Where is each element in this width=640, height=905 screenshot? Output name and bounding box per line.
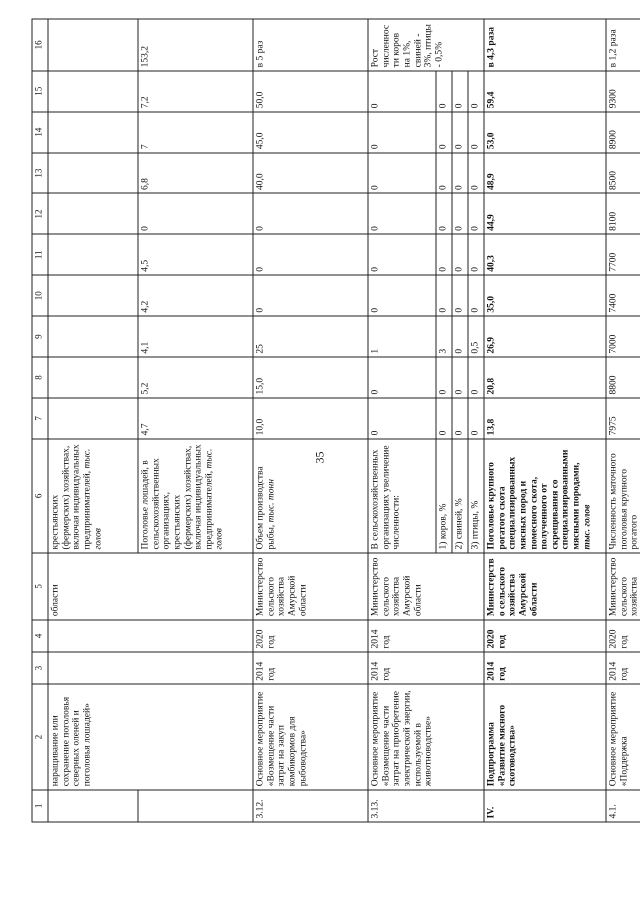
cell-value: 4,7 bbox=[138, 398, 253, 439]
cell-start: 2014 год bbox=[484, 652, 606, 684]
cell-value: 0 bbox=[436, 71, 452, 112]
header-cell: 6 bbox=[32, 439, 48, 553]
cell-value bbox=[48, 316, 138, 357]
cell-value: 0 bbox=[452, 357, 468, 398]
indicator-unit: тыс. тонн bbox=[266, 479, 277, 523]
cell-value: 53,0 bbox=[484, 112, 606, 153]
header-cell: 13 bbox=[32, 153, 48, 194]
cell-end: 2020 год bbox=[253, 620, 368, 652]
cell-value: 0 bbox=[436, 357, 452, 398]
cell-value: 0 bbox=[436, 275, 452, 316]
header-cell: 8 bbox=[32, 357, 48, 398]
cell-value: 0 bbox=[468, 357, 484, 398]
cell-value: 0 bbox=[368, 357, 436, 398]
cell-value: 153,2 bbox=[138, 19, 253, 71]
header-cell: 2 bbox=[32, 684, 48, 789]
cell-value: 40,3 bbox=[484, 234, 606, 275]
indicators-table bbox=[32, 19, 640, 823]
cell-value: 3 bbox=[436, 316, 452, 357]
cell-indicator bbox=[48, 439, 138, 553]
cell-value: 0,5 bbox=[468, 316, 484, 357]
cell-value: 0 bbox=[368, 153, 436, 194]
cell-value: 1 bbox=[368, 316, 436, 357]
cell-value: 0 bbox=[436, 112, 452, 153]
header-cell: 15 bbox=[32, 71, 48, 112]
cell-indicator: 3) птицы, % bbox=[468, 439, 484, 553]
header-cell: 16 bbox=[32, 19, 48, 71]
cell-value: 0 bbox=[452, 316, 468, 357]
cell-value: 0 bbox=[468, 194, 484, 235]
header-cell: 12 bbox=[32, 194, 48, 235]
cell-value: 0 bbox=[436, 398, 452, 439]
cell-executor: Министерство сельского хозяйства bbox=[606, 553, 640, 620]
cell-value: 0 bbox=[468, 112, 484, 153]
cell-value: 50,0 bbox=[253, 71, 368, 112]
header-cell: 9 bbox=[32, 316, 48, 357]
cell-value: 8900 bbox=[606, 112, 640, 153]
header-cell: 4 bbox=[32, 620, 48, 652]
cell-value: 0 bbox=[368, 234, 436, 275]
cell-value: 0 bbox=[452, 275, 468, 316]
cell-value: 0 bbox=[436, 153, 452, 194]
header-cell: 14 bbox=[32, 112, 48, 153]
cell-value bbox=[48, 19, 138, 71]
cell-value: 0 bbox=[452, 194, 468, 235]
indicator-text: Поголовье крупного рогатого скота специализированных мясных пород и помесного скота, полученного от скрещивания со специализированными мясными породами, bbox=[486, 449, 582, 550]
cell-indicator bbox=[138, 439, 253, 553]
table-row bbox=[48, 19, 138, 822]
cell-value: 0 bbox=[468, 234, 484, 275]
cell-value: 0 bbox=[368, 275, 436, 316]
cell-num bbox=[48, 790, 138, 822]
cell-num: 3.12. bbox=[253, 790, 368, 822]
cell-result: в 4,3 раза bbox=[484, 19, 606, 71]
cell-indicator bbox=[484, 439, 606, 553]
cell-end: 2020 год bbox=[484, 620, 606, 652]
page-number: 35 bbox=[312, 451, 327, 464]
cell-name: Основное мероприятие «Возмещение части затрат на приобретение электрической энергии, используемой в животноводстве» bbox=[368, 684, 484, 789]
cell-value: 13,8 bbox=[484, 398, 606, 439]
cell-value: 35,0 bbox=[484, 275, 606, 316]
cell-value: 0 bbox=[452, 234, 468, 275]
cell-start: 2014 год bbox=[606, 652, 640, 684]
cell-start: 2014 год bbox=[368, 652, 484, 684]
indicator-unit: тыс. голов bbox=[204, 448, 225, 550]
header-cell: 7 bbox=[32, 398, 48, 439]
cell-value: 7,2 bbox=[138, 71, 253, 112]
cell-end: 2020 год bbox=[606, 620, 640, 652]
indicator-text: крестьянских (фермерских) хозяйствах, включая индивидуальных предпринимателей, bbox=[50, 444, 93, 550]
cell-value: 10,0 bbox=[253, 398, 368, 439]
cell-value: 0 bbox=[452, 153, 468, 194]
cell-indicator bbox=[253, 439, 368, 553]
cell-value: 8800 bbox=[606, 357, 640, 398]
cell-value: 8500 bbox=[606, 153, 640, 194]
cell-value: 0 bbox=[368, 112, 436, 153]
cell-value: 48,9 bbox=[484, 153, 606, 194]
table-row bbox=[253, 19, 368, 822]
cell-executor: Министерство сельского хозяйства Амурской области bbox=[368, 553, 484, 620]
cell-value: 0 bbox=[253, 234, 368, 275]
cell-value bbox=[48, 398, 138, 439]
cell-value: 0 bbox=[436, 194, 452, 235]
header-cell: 5 bbox=[32, 553, 48, 620]
cell-value: 40,0 bbox=[253, 153, 368, 194]
cell-value: 6,8 bbox=[138, 153, 253, 194]
cell-value: 9300 bbox=[606, 71, 640, 112]
cell-num: IV. bbox=[484, 790, 606, 822]
table-row bbox=[484, 19, 606, 822]
indicator-unit: тыс. голов bbox=[82, 448, 103, 550]
cell-value: в 5 раз bbox=[253, 19, 368, 71]
cell-value: 0 bbox=[138, 194, 253, 235]
cell-value bbox=[48, 71, 138, 112]
cell-value: 0 bbox=[468, 153, 484, 194]
header-cell: 3 bbox=[32, 652, 48, 684]
cell-value bbox=[48, 357, 138, 398]
cell-start: 2014 год bbox=[253, 652, 368, 684]
cell-end bbox=[48, 620, 253, 652]
cell-executor: Министерство сельского хозяйства Амурской области bbox=[253, 553, 368, 620]
cell-value: 0 bbox=[452, 71, 468, 112]
cell-value: 20,8 bbox=[484, 357, 606, 398]
cell-value bbox=[48, 275, 138, 316]
cell-value bbox=[48, 194, 138, 235]
cell-indicator: Численность маточного поголовья крупного рогатого bbox=[606, 439, 640, 553]
cell-value: 0 bbox=[368, 194, 436, 235]
cell-indicator: В сельскохозяйственных организациях увеличение численности: bbox=[368, 439, 436, 553]
cell-name: Подпрограмма «Развитие мясного скотоводства» bbox=[484, 684, 606, 789]
cell-value: 0 bbox=[468, 71, 484, 112]
cell-value: 45,0 bbox=[253, 112, 368, 153]
indicator-unit: тыс. голов bbox=[582, 504, 593, 550]
cell-value: 7 bbox=[138, 112, 253, 153]
header-row bbox=[32, 19, 48, 822]
cell-end: 2014 год bbox=[368, 620, 484, 652]
cell-result: в 1,2 раза bbox=[606, 19, 640, 71]
cell-num: 4.1. bbox=[606, 790, 640, 822]
cell-value: 0 bbox=[368, 71, 436, 112]
cell-value: 5,2 bbox=[138, 357, 253, 398]
cell-name: Основное мероприятие «Возмещение части затрат на закуп комбикормов для рыбоводства» bbox=[253, 684, 368, 789]
table-row bbox=[606, 19, 640, 822]
cell-value: 0 bbox=[468, 398, 484, 439]
cell-value: 44,9 bbox=[484, 194, 606, 235]
cell-value: 7000 bbox=[606, 316, 640, 357]
cell-value: 7700 bbox=[606, 234, 640, 275]
cell-value: 0 bbox=[253, 275, 368, 316]
rotated-page bbox=[32, 19, 640, 823]
header-cell: 11 bbox=[32, 234, 48, 275]
cell-value: 0 bbox=[368, 398, 436, 439]
header-cell: 10 bbox=[32, 275, 48, 316]
cell-value: 59,4 bbox=[484, 71, 606, 112]
cell-value: 4,5 bbox=[138, 234, 253, 275]
cell-value: 15,0 bbox=[253, 357, 368, 398]
cell-value: 0 bbox=[452, 112, 468, 153]
cell-executor: Министерство сельского хозяйства Амурской области bbox=[484, 553, 606, 620]
cell-value: 0 bbox=[468, 275, 484, 316]
indicator-text: Объем производства рыбы, bbox=[255, 466, 277, 550]
header-cell: 1 bbox=[32, 790, 48, 822]
cell-value: 26,9 bbox=[484, 316, 606, 357]
cell-value: 0 bbox=[436, 234, 452, 275]
indicator-text: Поголовье лошадей, в сельскохозяйственных организациях, крестьянских (фермерских) хозяйствах, включая индивидуальных предпринимателей, bbox=[140, 444, 215, 550]
cell-value: 0 bbox=[253, 194, 368, 235]
cell-value: 4,2 bbox=[138, 275, 253, 316]
cell-value: 0 bbox=[452, 398, 468, 439]
cell-value: 8100 bbox=[606, 194, 640, 235]
cell-value: 4,1 bbox=[138, 316, 253, 357]
cell-value bbox=[48, 234, 138, 275]
cell-value: 25 bbox=[253, 316, 368, 357]
table-row bbox=[368, 19, 436, 822]
cell-num: 3.13. bbox=[368, 790, 484, 822]
cell-value: 7400 bbox=[606, 275, 640, 316]
cell-num bbox=[138, 790, 253, 822]
cell-indicator: 2) свиней, % bbox=[452, 439, 468, 553]
cell-value bbox=[48, 153, 138, 194]
cell-name: Основное мероприятие «Поддержка bbox=[606, 684, 640, 789]
cell-result: Рост численности коров на 1%, свиней - 3%, птицы - 0,5% bbox=[368, 19, 484, 71]
cell-value: 7975 bbox=[606, 398, 640, 439]
cell-indicator: 1) коров, % bbox=[436, 439, 452, 553]
cell-start bbox=[48, 652, 253, 684]
cell-name: наращивание или сохранение поголовья северных оленей и поголовья лошадей» bbox=[48, 684, 253, 789]
cell-executor: области bbox=[48, 553, 253, 620]
cell-value bbox=[48, 112, 138, 153]
